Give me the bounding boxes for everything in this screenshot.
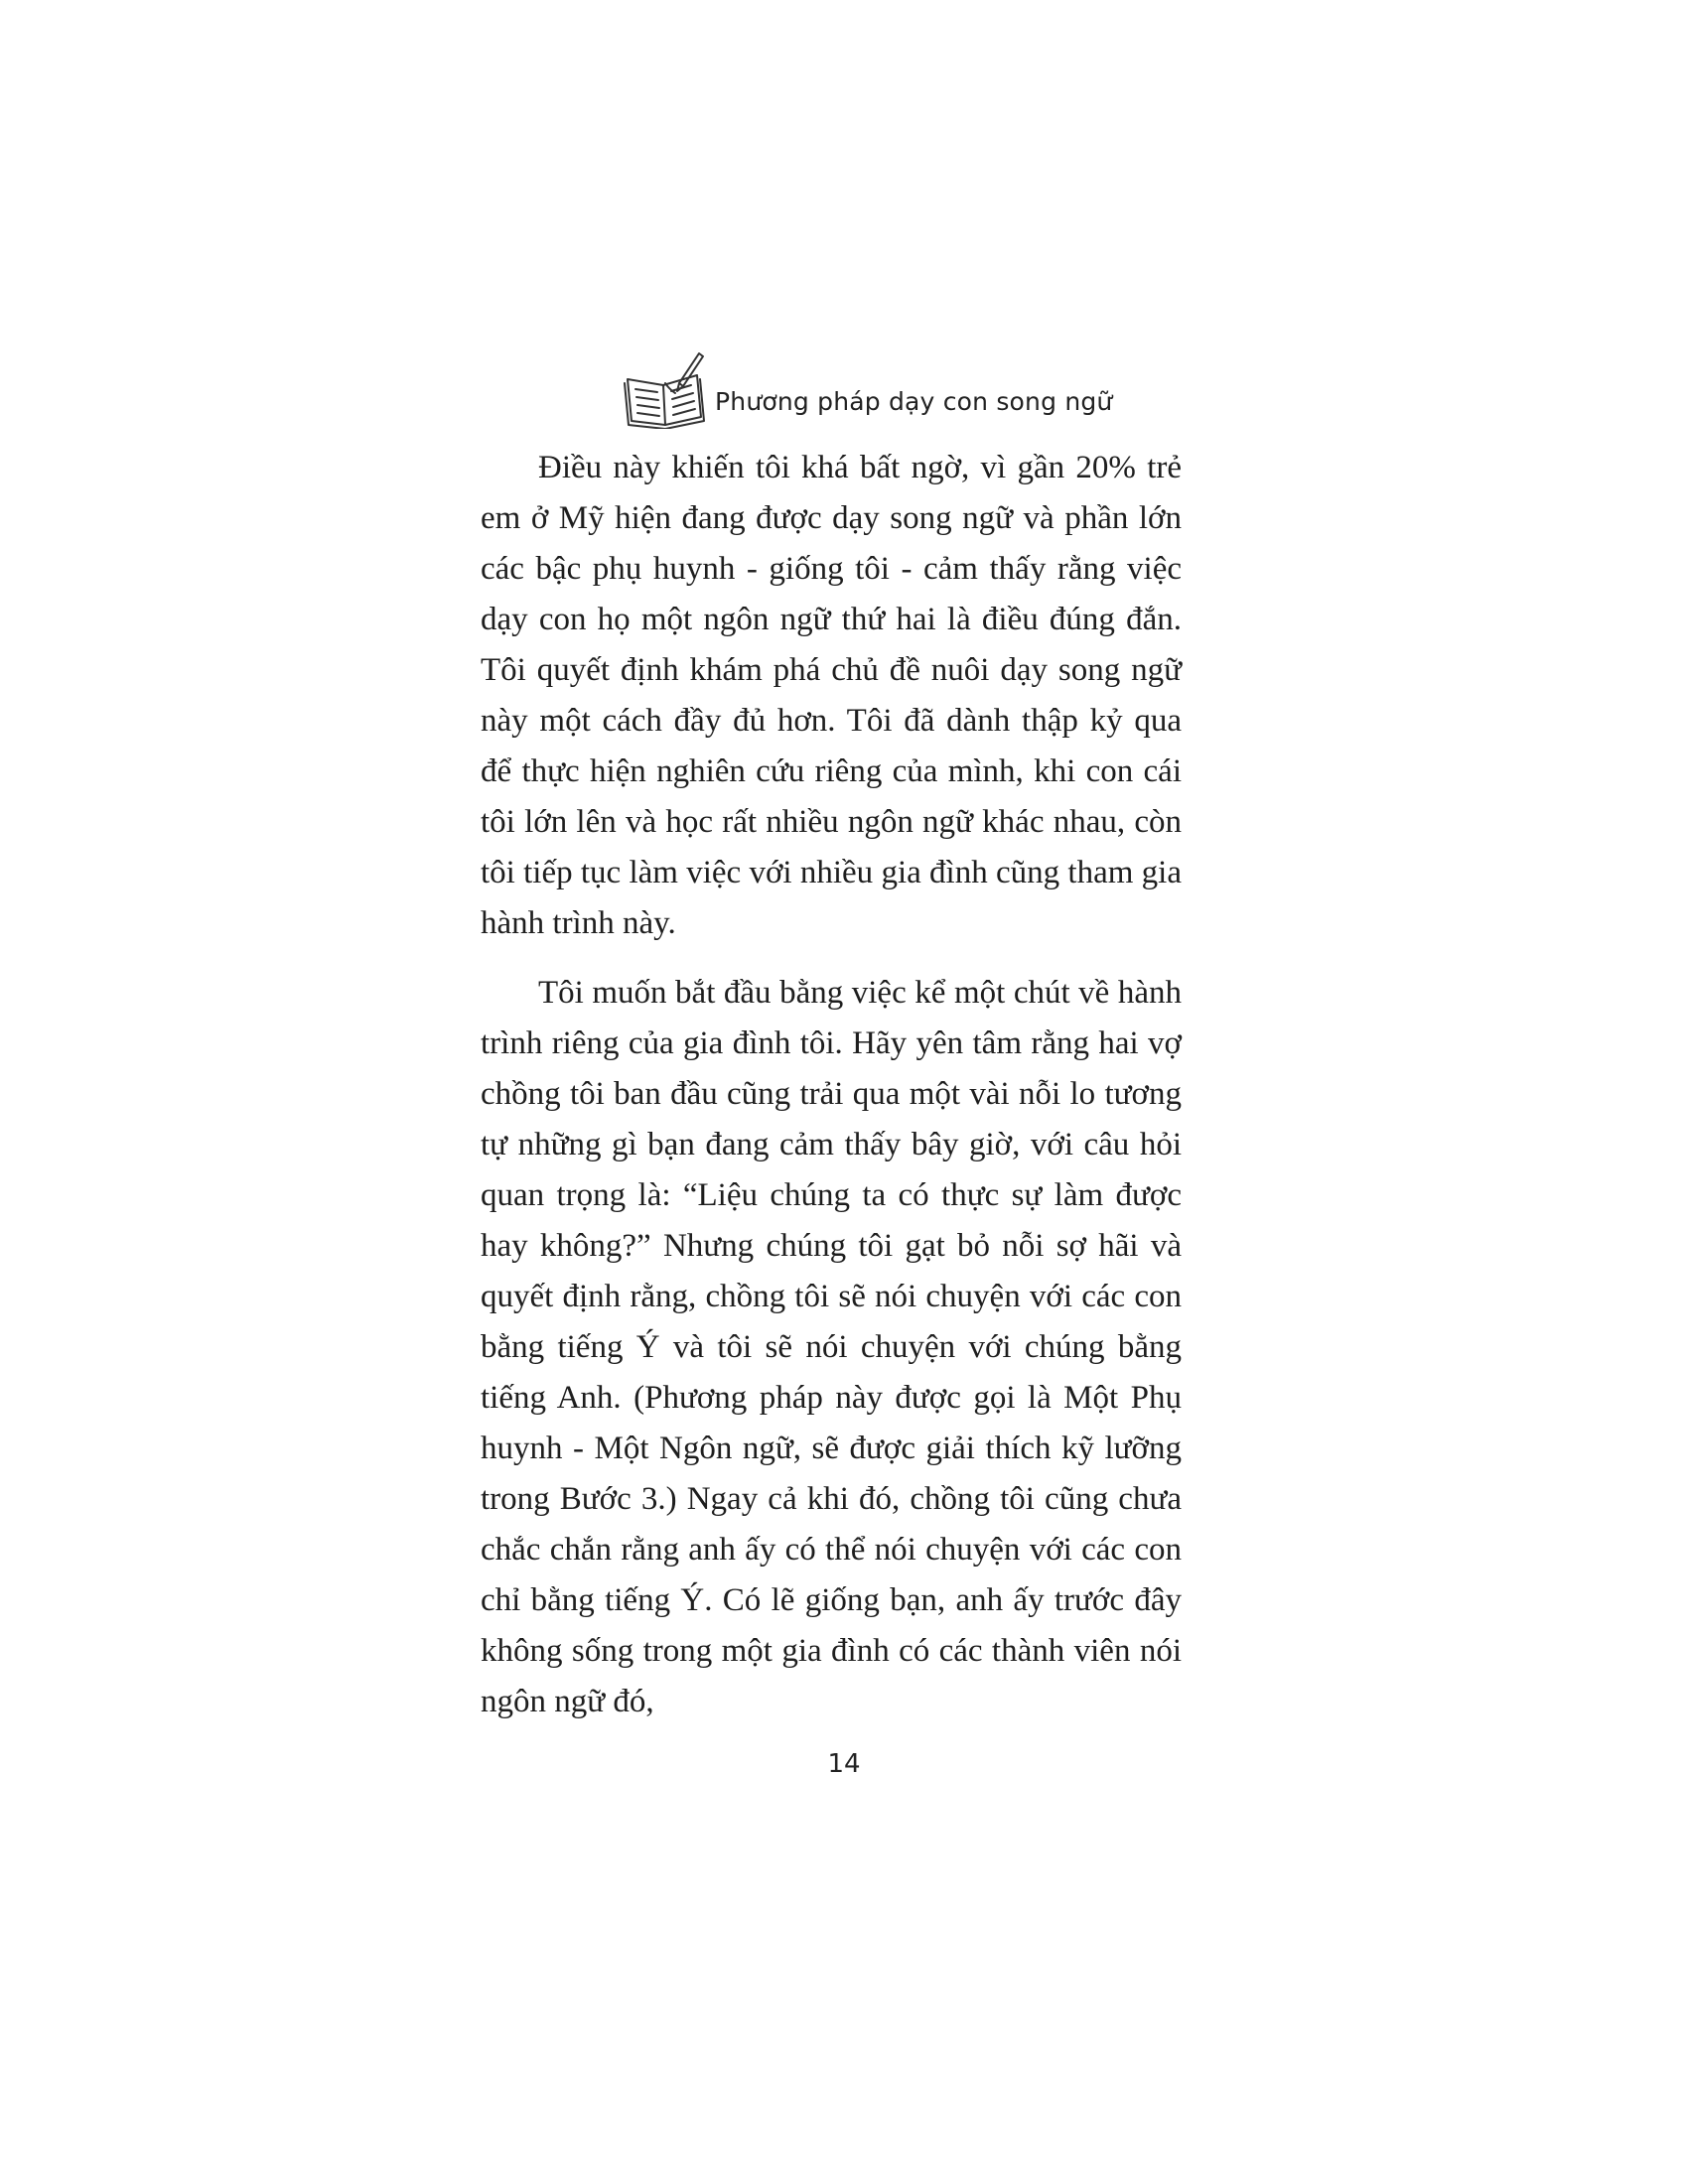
running-header-title: Phương pháp dạy con song ngữ	[715, 387, 1113, 416]
paragraph: Điều này khiến tôi khá bất ngờ, vì gần 20% trẻ em ở Mỹ hiện đang được dạy song ngữ và phần lớn các bậc phụ huynh - giống tôi - cảm thấy rằng việc dạy con họ một ngôn ngữ thứ hai là điều đúng đắn. Tôi quyết định khám phá chủ đề nuôi dạy song ngữ này một cách đầy đủ hơn. Tôi đã dành thập kỷ qua để thực hiện nghiên cứu riêng của mình, khi con cái tôi lớn lên và học rất nhiều ngôn ngữ khác nhau, còn tôi tiếp tục làm việc với nhiều gia đình cũng tham gia hành trình này.	[481, 450, 1182, 941]
page-number: 14	[827, 1749, 861, 1779]
body-text	[481, 443, 1182, 1727]
open-book-with-pen-icon	[620, 349, 715, 429]
paragraph: Tôi muốn bắt đầu bằng việc kể một chút về hành trình riêng của gia đình tôi. Hãy yên tâm rằng hai vợ chồng tôi ban đầu cũng trải qua một vài nỗi lo tương tự những gì bạn đang cảm thấy bây giờ, với câu hỏi quan trọng là: “Liệu chúng ta có thực sự làm được hay không?” Nhưng chúng tôi gạt bỏ nỗi sợ hãi và quyết định rằng, chồng tôi sẽ nói chuyện với các con bằng tiếng Ý và tôi sẽ nói chuyện với chúng bằng tiếng Anh. (Phương pháp này được gọi là Một Phụ huynh - Một Ngôn ngữ, sẽ được giải thích kỹ lưỡng trong Bước 3.) Ngay cả khi đó, chồng tôi cũng chưa chắc chắn rằng anh ấy có thể nói chuyện với các con chỉ bằng tiếng Ý. Có lẽ giống bạn, anh ấy trước đây không sống trong một gia đình có các thành viên nói ngôn ngữ đó,	[481, 975, 1182, 1719]
running-header	[620, 349, 1176, 429]
